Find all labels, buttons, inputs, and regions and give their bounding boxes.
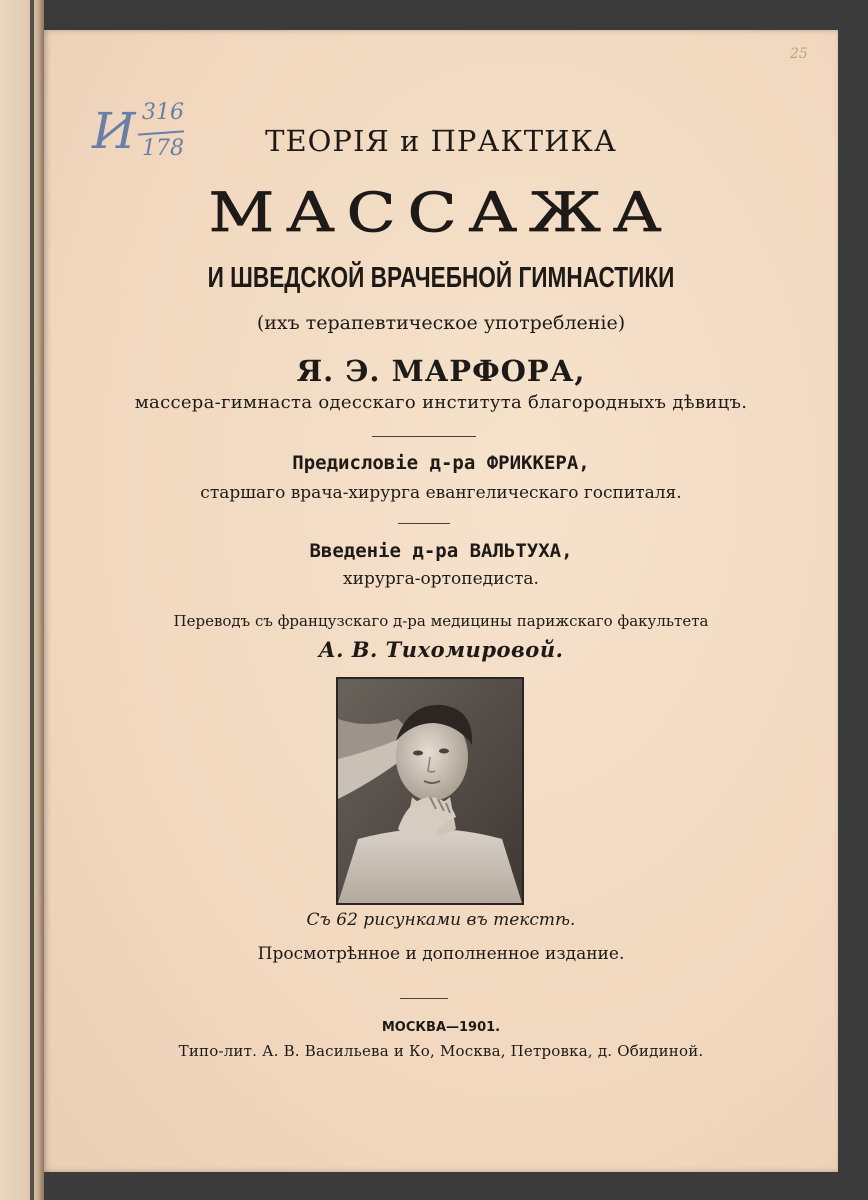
- imprint-printer: Типо-лит. А. В. Васильева и Ко, Москва, Петровка, д. Обидиной.: [178, 1042, 704, 1060]
- shelfmark-top-number: 316: [142, 100, 184, 125]
- frontispiece-photo: [336, 677, 524, 905]
- divider-rule-3: [400, 998, 448, 999]
- author-role: массера-гимнаста одесскаго института благородныхъ дѣвицъ.: [134, 392, 748, 413]
- figures-note: Съ 62 рисунками въ текстѣ.: [306, 910, 576, 930]
- preface-role: старшаго врача-хирурга евангелическаго госпиталя.: [200, 483, 682, 503]
- left-binding-strip: [0, 0, 44, 1200]
- edition-note: Просмотрѣнное и дополненное издание.: [257, 944, 625, 964]
- title-line-theory: ТЕОРІЯ и ПРАКТИКА: [265, 124, 617, 158]
- divider-rule-1: [372, 436, 476, 437]
- title-line-massage: МАССАЖА: [208, 181, 674, 245]
- binding-gutter: [30, 0, 34, 1200]
- author-name: Я. Э. МАРФОРА,: [296, 354, 586, 388]
- massage-photo-illustration: [338, 679, 522, 903]
- imprint-city-year: МОСКВА—1901.: [381, 1020, 501, 1035]
- shelfmark-bottom-number: 178: [142, 136, 184, 161]
- title-line-swedish-gymnastics: И ШВЕДСКОЙ ВРАЧЕБНОЙ ГИМНАСТИКИ: [207, 262, 675, 294]
- introduction-line: Введеніе д-ра ВАЛЬТУХА,: [309, 540, 573, 562]
- translation-line: Переводъ съ французскаго д-ра медицины парижскаго факультета: [173, 612, 709, 630]
- preface-line: Предисловіе д-ра ФРИККЕРА,: [292, 452, 590, 474]
- shelfmark-letter: И: [92, 102, 136, 160]
- corner-pencil-note: 25: [790, 46, 808, 62]
- introduction-role: хирурга-ортопедиста.: [343, 569, 539, 589]
- translator-name: А. В. Тихомировой.: [318, 637, 564, 662]
- scan-top-margin: [0, 0, 868, 30]
- divider-rule-2: [398, 523, 450, 524]
- subtitle: (ихъ терапевтическое употребленіе): [256, 312, 626, 334]
